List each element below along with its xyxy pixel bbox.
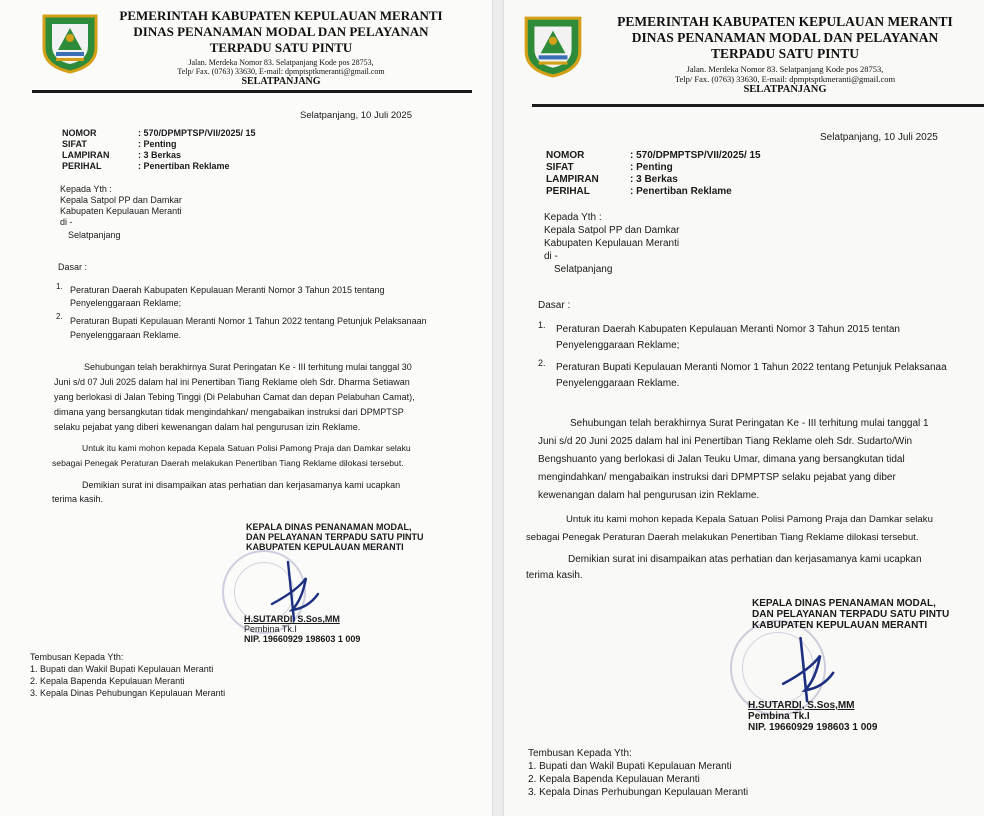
body-line: kewenangan dalam hal pengurusan izin Reklame. — [538, 490, 760, 501]
letterhead — [96, 8, 466, 87]
meta-nomor: NOMOR : 570/DPMPTSP/VII/2025/ 15 — [546, 150, 761, 161]
addressee-line: di - — [60, 217, 73, 227]
letterhead-city: SELATPANJANG — [743, 84, 827, 95]
signature-block — [752, 598, 949, 631]
meta-lampiran: LAMPIRAN : 3 Berkas — [62, 150, 182, 160]
signatory-nip: NIP. 19660929 198603 1 009 — [244, 634, 361, 644]
meta-sifat: SIFAT : Penting — [62, 139, 177, 149]
signatory-name: H.SUTARDI, S.Sos,MM — [748, 700, 855, 711]
dasar-line: Penyelenggaraan Reklame; — [556, 340, 680, 351]
signature-title: KABUPATEN KEPULAUAN MERANTI — [752, 620, 928, 631]
letterhead-line3: TERPADU SATU PINTU — [209, 40, 353, 55]
dasar-line: Penyelenggaraan Reklame. — [70, 330, 182, 340]
dasar-label: Dasar : — [538, 300, 571, 311]
dasar-num: 1. — [538, 320, 546, 330]
letterhead — [590, 14, 980, 95]
addressee-line: Selatpanjang — [68, 230, 121, 240]
cc-item: 1. Bupati dan Wakil Bupati Kepulauan Meranti — [30, 664, 214, 674]
dasar-line: Peraturan Bupati Kepulauan Meranti Nomor 1 Tahun 2022 tentang Petunjuk Pelaksanaan — [70, 316, 427, 326]
letterhead-rule — [32, 90, 472, 93]
cc-title: Tembusan Kepada Yth: — [30, 652, 124, 662]
dasar-num: 2. — [538, 358, 546, 368]
body-line: Demikian surat ini disampaikan atas perhatian dan kerjasamanya kami ucapkan — [82, 480, 401, 490]
body-line: selaku pejabat yang diberi kewenangan dalam hal pengurusan izin Reklame. — [54, 422, 361, 432]
meta-nomor: NOMOR : 570/DPMPTSP/VII/2025/ 15 — [62, 128, 256, 138]
meta-lampiran: LAMPIRAN : 3 Berkas — [546, 174, 678, 185]
body-line: sebagai Penegak Peraturan Daerah melakukan Penertiban Tiang Reklame dilokasi tersebut. — [526, 532, 919, 543]
letterhead-contact: Telp/ Fax. (0763) 33630, E-mail: dpmptsptkmeranti@gmail.com — [674, 74, 896, 84]
body-line: dimana yang bersangkutan tidak mengindahkan/ mengabaikan instruksi dari DPMPTSP — [54, 407, 404, 417]
dasar-line: Peraturan Bupati Kepulauan Meranti Nomor 1 Tahun 2022 tentang Petunjuk Pelaksanaa — [556, 362, 947, 373]
dasar-label: Dasar : — [58, 262, 88, 272]
letterhead-address: Jalan. Merdeka Nomor 83. Selatpanjang Kode pos 28753, — [188, 58, 374, 67]
body-line: Juni s/d 07 Juli 2025 dalam hal ini Penertiban Tiang Reklame oleh Sdr. Dharma Setiawan — [54, 377, 410, 387]
letterhead-line2: DINAS PENANAMAN MODAL DAN PELAYANAN — [631, 30, 939, 45]
addressee-line: Kabupaten Kepulauan Meranti — [544, 238, 680, 249]
signature-title: KEPALA DINAS PENANAMAN MODAL, — [752, 598, 936, 609]
signature-title: DAN PELAYANAN TERPADU SATU PINTU — [246, 532, 424, 542]
meta-sifat: SIFAT : Penting — [546, 162, 673, 173]
letterhead-rule — [532, 104, 984, 107]
dasar-line: Peraturan Daerah Kabupaten Kepulauan Meranti Nomor 3 Tahun 2015 tentang — [70, 285, 385, 295]
signatory — [748, 700, 877, 733]
cc-item: 2. Kepala Bapenda Kepulauan Meranti — [528, 774, 700, 785]
dasar-line: Penyelenggaraan Reklame. — [556, 378, 680, 389]
dasar-line: Peraturan Daerah Kabupaten Kepulauan Meranti Nomor 3 Tahun 2015 tentan — [556, 324, 900, 335]
cc-item: 3. Kepala Dinas Pehubungan Kepulauan Meranti — [30, 688, 226, 698]
cc-title: Tembusan Kepada Yth: — [528, 748, 632, 759]
letterhead-line3: TERPADU SATU PINTU — [710, 46, 859, 61]
body-line: mengindahkan/ mengabaikan instruksi dari DPMPTSP selaku pejabat yang diber — [538, 472, 896, 483]
addressee-line: Kepala Satpol PP dan Damkar — [544, 225, 680, 236]
meta-perihal: PERIHAL : Penertiban Reklame — [546, 186, 732, 197]
body-line: terima kasih. — [52, 494, 104, 504]
dasar-num: 1. — [56, 282, 63, 291]
letterhead-line1: PEMERINTAH KABUPATEN KEPULAUAN MERANTI — [119, 8, 443, 23]
meta-perihal: PERIHAL : Penertiban Reklame — [62, 161, 230, 171]
signature-title: KEPALA DINAS PENANAMAN MODAL, — [246, 522, 412, 532]
letter-date: Selatpanjang, 10 Juli 2025 — [300, 110, 412, 121]
addressee-line: Kepala Satpol PP dan Damkar — [60, 195, 182, 205]
regency-emblem-icon — [38, 10, 102, 74]
letterhead-line1: PEMERINTAH KABUPATEN KEPULAUAN MERANTI — [617, 14, 953, 29]
addressee-line: Selatpanjang — [554, 264, 613, 275]
body-line: yang berlokasi di Jalan Tebing Tinggi (Di Pelabuhan Camat dan depan Pelabuhan Camat), — [54, 392, 415, 402]
signatory — [244, 614, 360, 644]
body-line: terima kasih. — [526, 570, 583, 581]
signature-title: DAN PELAYANAN TERPADU SATU PINTU — [752, 609, 950, 620]
letterhead-line2: DINAS PENANAMAN MODAL DAN PELAYANAN — [133, 24, 429, 39]
body-line: Untuk itu kami mohon kepada Kepala Satuan Polisi Pamong Praja dan Damkar selaku — [566, 514, 933, 525]
body-line: Bengshuanto yang berlokasi di Jalan Teuku Umar, dimana yang bersangkutan tidal — [538, 454, 905, 465]
body-line: Sehubungan telah berakhirnya Surat Peringatan Ke - III terhitung mulai tanggal 30 — [84, 362, 412, 372]
letterhead-contact: Telp/ Fax. (0763) 33630, E-mail: dpmptsptkmeranti@gmail.com — [177, 67, 385, 76]
body-line: sebagai Penegak Peraturan Daerah melakukan Penertiban Tiang Reklame dilokasi tersebut. — [52, 458, 404, 468]
letterhead-city: SELATPANJANG — [241, 76, 321, 87]
addressee-line: Kepada Yth : — [544, 212, 602, 223]
signatory-nip: NIP. 19660929 198603 1 009 — [748, 722, 878, 733]
letter-right — [504, 0, 984, 816]
dasar-line: Penyelenggaraan Reklame; — [70, 298, 182, 308]
signatory-name: H.SUTARDI, S.Sos,MM — [244, 614, 340, 624]
signatory-rank: Pembina Tk.I — [244, 624, 297, 634]
signatory-rank: Pembina Tk.I — [748, 711, 810, 722]
addressee-line: Kepada Yth : — [60, 184, 112, 194]
body-line: Juni s/d 20 Juni 2025 dalam hal ini Penertiban Tiang Reklame oleh Sdr. Sudarto/Win — [538, 436, 913, 447]
body-line: Untuk itu kami mohon kepada Kepala Satuan Polisi Pamong Praja dan Damkar selaku — [82, 443, 411, 453]
cc-item: 3. Kepala Dinas Perhubungan Kepulauan Meranti — [528, 787, 749, 798]
cc-item: 1. Bupati dan Wakil Bupati Kepulauan Meranti — [528, 761, 732, 772]
signature-title: KABUPATEN KEPULAUAN MERANTI — [246, 542, 404, 552]
addressee-line: Kabupaten Kepulauan Meranti — [60, 206, 182, 216]
addressee-line: di - — [544, 251, 558, 262]
body-line: Sehubungan telah berakhirnya Surat Peringatan Ke - III terhitung mulai tanggal 1 — [570, 418, 929, 429]
letterhead-address: Jalan. Merdeka Nomor 83. Selatpanjang Kode pos 28753, — [686, 64, 884, 74]
cc-item: 2. Kepala Bapenda Kepulauan Meranti — [30, 676, 185, 686]
body-line: Demikian surat ini disampaikan atas perhatian dan kerjasamanya kami ucapkan — [568, 554, 922, 565]
regency-emblem-icon — [520, 12, 586, 78]
letter-date: Selatpanjang, 10 Juli 2025 — [820, 132, 938, 143]
dasar-num: 2. — [56, 312, 63, 321]
signature-block — [246, 522, 424, 552]
